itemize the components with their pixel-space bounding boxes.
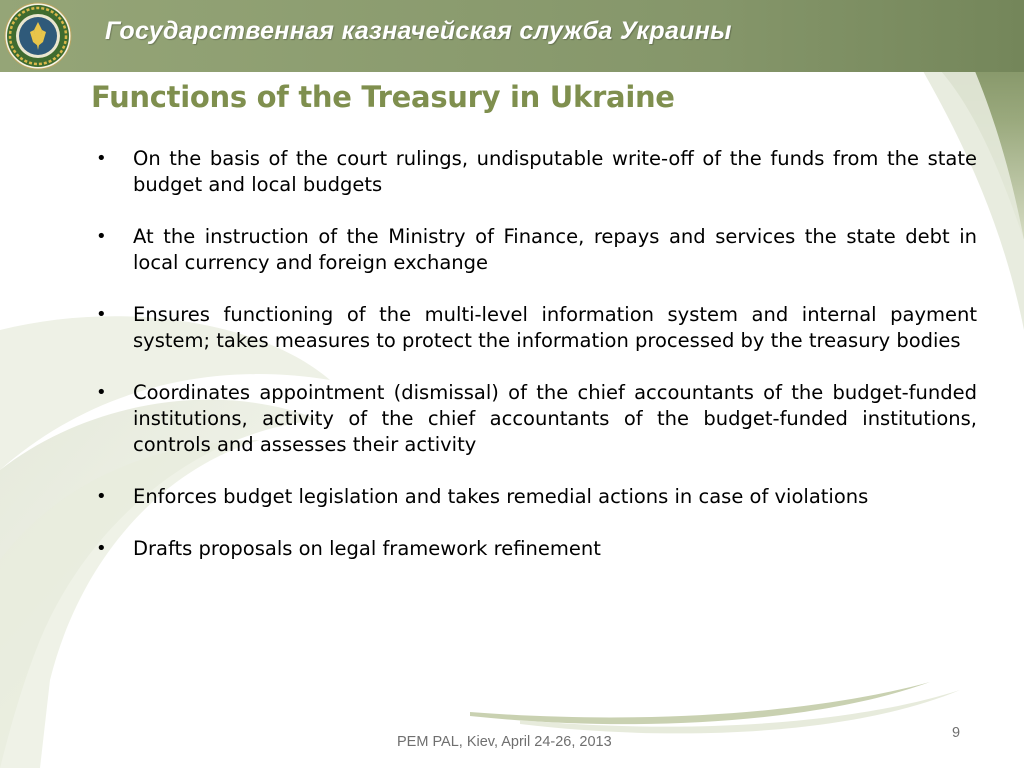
bullet-text: On the basis of the court rulings, undisputable write-off of the funds from the state budget and local budgets — [133, 147, 977, 196]
bullet-text: Drafts proposals on legal framework refinement — [133, 537, 601, 560]
bullet-icon: • — [96, 382, 107, 403]
list-item — [91, 224, 977, 276]
list-item — [91, 536, 977, 562]
list-item — [91, 302, 977, 354]
header-title: Государственная казначейская служба Украины — [105, 17, 732, 45]
bullet-icon: • — [96, 226, 107, 247]
bullet-icon: • — [96, 486, 107, 507]
bullet-text: Ensures functioning of the multi-level information system and internal payment system; takes measures to protect the information processed by the treasury bodies — [133, 303, 977, 352]
treasury-emblem-icon — [4, 2, 72, 70]
list-item — [91, 380, 977, 458]
bullet-text: At the instruction of the Ministry of Finance, repays and services the state debt in local currency and foreign exchange — [133, 225, 977, 274]
bullet-text: Coordinates appointment (dismissal) of the chief accountants of the budget-funded institutions, activity of the chief accountants of the budget-funded institutions, controls and assesses their activity — [133, 381, 977, 456]
bullet-icon: • — [96, 538, 107, 559]
bullet-icon: • — [96, 148, 107, 169]
page-number: 9 — [952, 725, 961, 741]
bullet-list — [91, 146, 977, 588]
bullet-icon: • — [96, 304, 107, 325]
footer-text: PEM PAL, Kiev, April 24-26, 2013 — [397, 734, 612, 750]
slide-title: Functions of the Treasury in Ukraine — [91, 80, 675, 114]
list-item — [91, 146, 977, 198]
bullet-text: Enforces budget legislation and takes remedial actions in case of violations — [133, 485, 869, 508]
list-item — [91, 484, 977, 510]
